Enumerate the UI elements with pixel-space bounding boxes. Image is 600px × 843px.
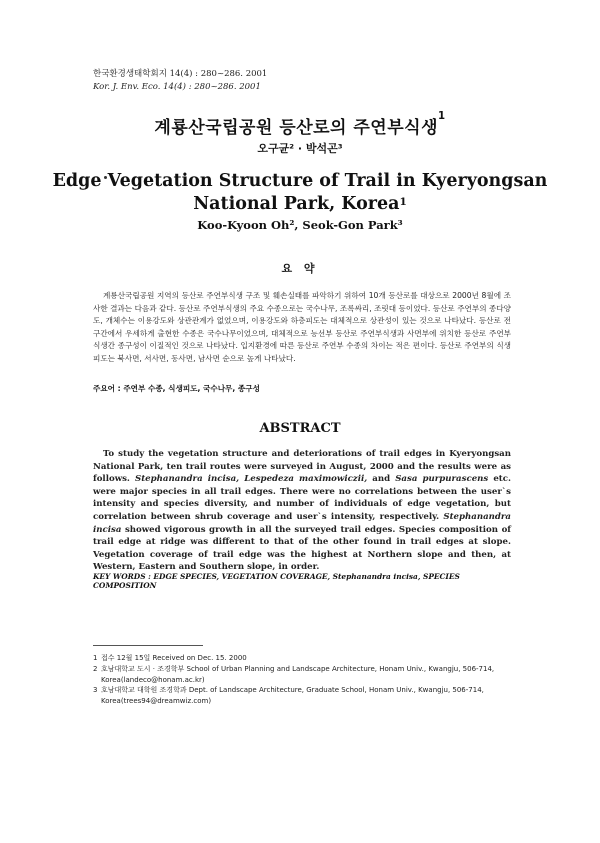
journal-citation <box>93 68 267 94</box>
korean-abstract-heading: 요 약 <box>281 262 319 275</box>
korean-abstract <box>93 290 511 366</box>
footnote-text: 접수 12월 15일 Received on Dec. 15. 2000 <box>101 654 247 662</box>
footnote-number: 3 <box>93 686 98 695</box>
english-keywords: KEY WORDS : EDGE SPECIES, VEGETATION COVERAGE, Stephanandra incisa, SPECIES COMPOSITION <box>93 572 460 590</box>
korean-authors: 오구균² · 박석곤³ <box>257 142 343 155</box>
english-authors: Koo-Kyoon Oh², Seok-Gon Park³ <box>197 218 403 232</box>
journal-citation-ko: 한국환경생태학회지 14(4) : 280~286. 2001 <box>93 69 268 79</box>
english-title-footnote-mark: 1 <box>399 196 407 208</box>
english-abstract <box>93 448 511 574</box>
footnote-3 <box>93 685 511 707</box>
abstract-text-2: and <box>367 474 396 485</box>
footnote-2 <box>93 664 511 686</box>
abstract-text-1: To study the vegetation structure and deteriorations of trail edges in Kyeryongsan National Park, ten trail routes were surveyed in August, 2000 and the results were as follows. <box>93 449 511 485</box>
footnote-divider <box>93 645 203 646</box>
abstract-heading: ABSTRACT <box>259 421 341 436</box>
english-abstract-paragraph <box>93 448 511 574</box>
footnote-text: 호남대학교 도시 · 조경학부 School of Urban Planning and Landscape Architecture, Honam Univ., Kwangju, 506-714, Korea(landeco@honam.ac.kr) <box>101 664 495 684</box>
english-title-line-1: Edge Vegetation Structure of Trail in Kyeryongsan <box>52 171 548 191</box>
footnote-number: 1 <box>93 654 98 662</box>
korean-abstract-text: 계룡산국립공원 지역의 등산로 주연부식생 구조 및 훼손실태를 파악하기 위하여 10개 등산로를 대상으로 2000년 8월에 조사한 결과는 다음과 같다. 등산로 주연부식생의 주요 수종으로는 국수나무, 조록싸리, 조릿대 등이었다. 등산로 주연부의 종다양도, 개체수는 이용강도와 상관관계가 없었으며, 이용강도와 하층피도는 대체적으로 상관성이 있는 것으로 나타났다. 등산로 전 구간에서 우세하게 출현한 수종은 국수나무이었으며, 대체적으로 능선부 등산로 주연부식생과 사면부에 위치한 등산로 주연부식생간 종구성이 이질적인 것으로 나타났다. 입지환경에 따른 등산로 주연부 수종의 차이는 적은 편이다. 등산로 주연부의 식생피도는 북사면, 서사면, 동사면, 남사면 순으로 높게 나타났다. <box>93 291 511 363</box>
footnotes <box>93 653 511 707</box>
korean-title-footnote-mark: 1 <box>438 111 446 122</box>
species-name-3: Stephanandra incisa <box>93 511 511 535</box>
species-name-2: Sasa purpurascens <box>395 474 489 485</box>
footnote-text: 호남대학교 대학원 조경학과 Dept. of Landscape Architecture, Graduate School, Honam Univ., Kwangju, 506-714, Korea(trees94@dreamwiz.com) <box>101 686 484 706</box>
footnote-1 <box>93 653 511 664</box>
korean-title-text: 계룡산국립공원 등산로의 주연부식생 <box>154 118 438 138</box>
species-names-1: Stephanandra incisa, Lespedeza maximowiczii, <box>135 474 368 485</box>
korean-title <box>0 113 600 138</box>
english-title <box>0 170 600 216</box>
english-title-line-2: National Park, Korea <box>193 194 400 214</box>
journal-citation-en: Kor. J. Env. Eco. 14(4) : 280~286. 2001 <box>93 82 261 92</box>
footnote-number: 2 <box>93 664 98 673</box>
korean-keywords: 주요어 : 주연부 수종, 식생피도, 국수나무, 종구성 <box>93 384 260 393</box>
abstract-text-4: showed vigorous growth in all the surveyed trail edges. Species composition of trail edge at ridge was different to that of the other found in trail edges at slope. Vegetation coverage of trail edge was the highest at Northern slope and then, at Western, Eastern and Southern slope, in order. <box>93 524 511 573</box>
abstract-text-3: etc. were major species in all trail edges. There were no correlations between the user`s intensity and species diversity, and number of individuals of edge vegetation, but correlation between shrub coverage and user`s intensity, respectively. <box>93 474 511 522</box>
